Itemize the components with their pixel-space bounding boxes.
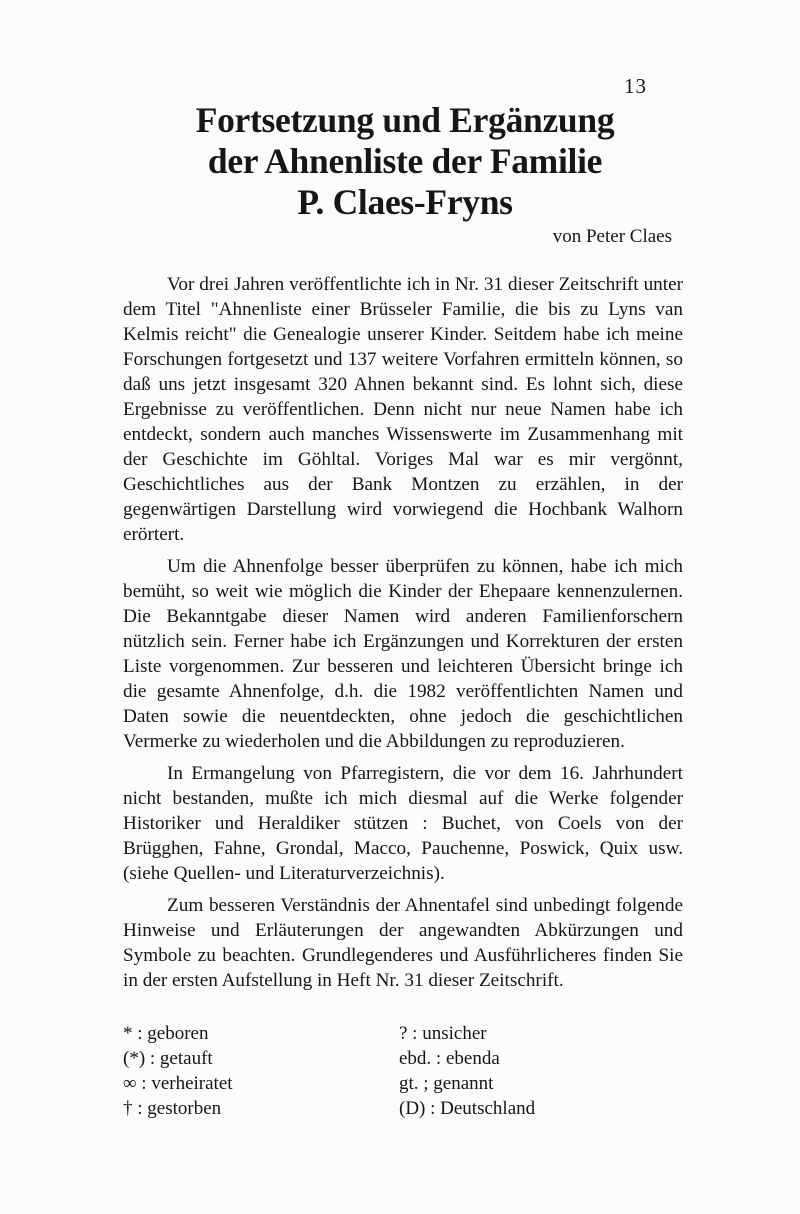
legend-born: * : geboren <box>123 1023 209 1044</box>
paragraph-3: In Ermangelung von Pfarregistern, die vor dem 16. Jahrhundert nicht bestanden, mußte ich mich diesmal auf die Werke folgender Historiker und Heraldiker stützen : Buchet, von Coels von der Brügghen, Fahne, Grondal, Macco, Pauchenne, Poswick, Quix usw. (siehe Quellen- und Literaturverzeichnis). <box>123 763 683 884</box>
legend-row <box>123 1096 683 1121</box>
legend-germany: (D) : Deutschland <box>399 1098 536 1119</box>
author-byline: von Peter Claes <box>552 226 672 247</box>
legend-row <box>123 1021 683 1046</box>
legend-row <box>123 1046 683 1071</box>
legend-baptized: (*) : getauft <box>123 1048 213 1069</box>
legend-died: † : gestorben <box>123 1098 222 1119</box>
paragraph-2: Um die Ahnenfolge besser überprüfen zu können, habe ich mich bemüht, so weit wie möglich die Kinder der Ehepaare kennenzulernen. Die Bekanntgabe dieser Namen wird anderen Familienforschern nützlich sein. Ferner habe ich Ergänzungen und Korrekturen der ersten Liste vorgenommen. Zur besseren und leichteren Übersicht bringe ich die gesamte Ahnenfolge, d.h. die 1982 veröffentlichten Namen und Daten sowie die neuentdeckten, ohne jedoch die geschichtlichen Vermerke zu wiederholen und die Abbildungen zu reproduzieren. <box>123 556 683 752</box>
legend-married: ∞ : verheiratet <box>123 1073 233 1094</box>
article-body <box>123 272 683 1000</box>
abbreviation-legend <box>123 1021 683 1121</box>
article-title <box>150 100 660 223</box>
legend-called: gt. ; genannt <box>399 1073 494 1094</box>
paragraph-4: Zum besseren Verständnis der Ahnentafel sind unbedingt folgende Hinweise und Erläuterungen der angewandten Abkürzungen und Symbole zu beachten. Grundlegenderes und Ausführlicheres finden Sie in der ersten Aufstellung in Heft Nr. 31 dieser Zeitschrift. <box>123 895 683 991</box>
title-line-1: Fortsetzung und Ergänzung <box>195 100 615 140</box>
paragraph-1: Vor drei Jahren veröffentlichte ich in Nr. 31 dieser Zeitschrift unter dem Titel "Ahnenliste einer Brüsseler Familie, die bis zu Lyns van Kelmis reicht" die Genealogie unserer Kinder. Seitdem habe ich meine Forschungen fortgesetzt und 137 weitere Vorfahren ermitteln können, so daß uns jetzt insgesamt 320 Ahnen bekannt sind. Es lohnt sich, diese Ergebnisse zu veröffentlichen. Denn nicht nur neue Namen habe ich entdeckt, sondern auch manches Wissenswerte im Zusammenhang mit der Geschichte im Göhltal. Voriges Mal war es mir vergönnt, Geschichtliches aus der Bank Montzen zu erzählen, in der gegenwärtigen Darstellung wird vorwiegend die Hochbank Walhorn erörtert. <box>123 274 683 545</box>
legend-ibidem: ebd. : ebenda <box>399 1048 500 1069</box>
title-line-3: P. Claes-Fryns <box>297 182 513 222</box>
legend-uncertain: ? : unsicher <box>399 1023 487 1044</box>
title-line-2: der Ahnenliste der Familie <box>207 141 603 181</box>
page-number: 13 <box>624 74 647 98</box>
legend-row <box>123 1071 683 1096</box>
